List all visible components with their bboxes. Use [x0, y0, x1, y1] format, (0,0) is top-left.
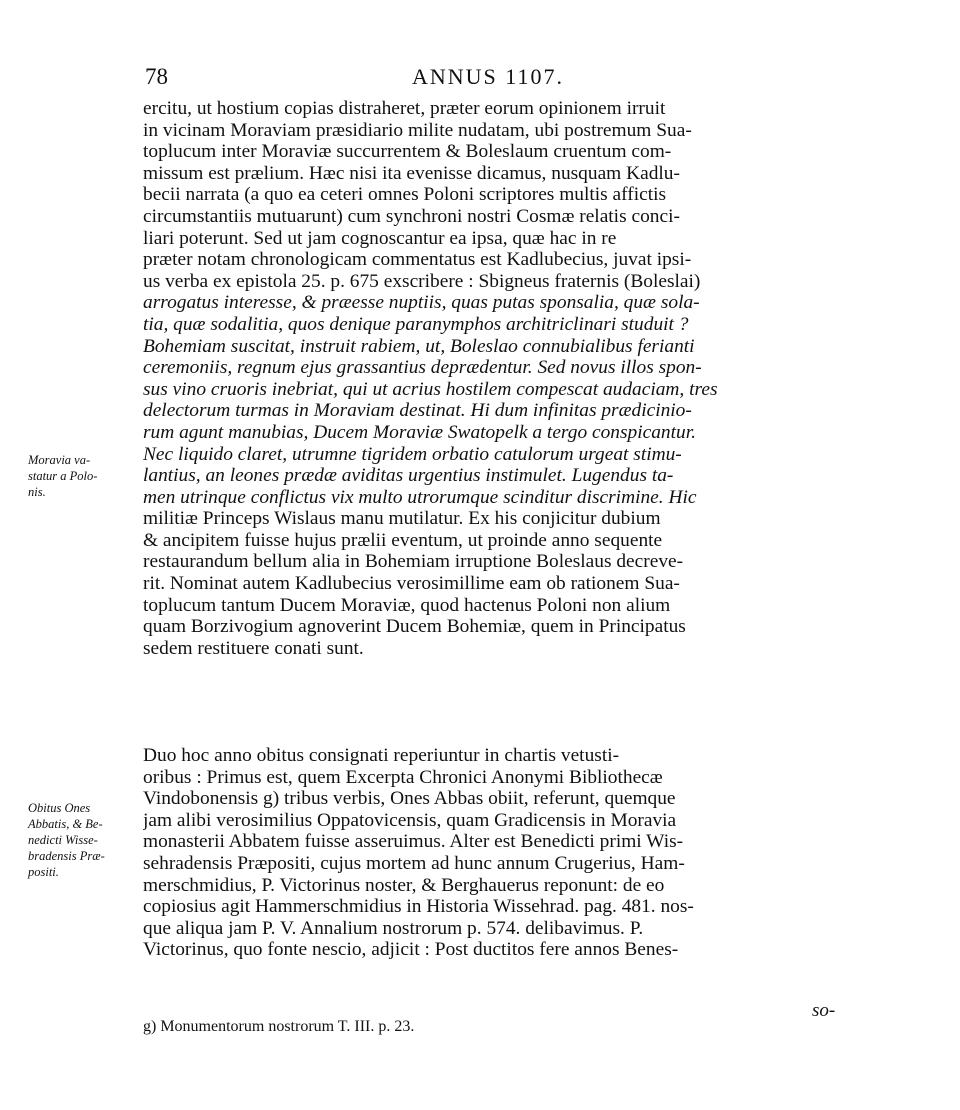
- text-line: us verba ex epistola 25. p. 675 exscribere : Sbigneus fraternis (Boleslai): [143, 270, 701, 292]
- text-line: Victorinus, quo fonte nescio, adjicit : Post ductitos fere annos Benes-: [143, 939, 679, 961]
- margin-note-line: nedicti Wisse-: [28, 833, 98, 847]
- text-line: delectorum turmas in Moraviam destinat. Hi dum infinitas prædicinio-: [143, 400, 692, 422]
- text-line: oribus : Primus est, quem Excerpta Chronici Anonymi Bibliothecæ: [143, 766, 663, 788]
- text-line: jam alibi verosimilius Oppatovicensis, quam Gradicensis in Moravia: [143, 809, 677, 831]
- text-line: rum agunt manubias, Ducem Moraviæ Swatopelk a tergo conspicantur.: [143, 421, 696, 443]
- margin-note-2: [28, 800, 148, 880]
- text-line: copiosius agit Hammerschmidius in Historia Wissehrad. pag. 481. nos-: [143, 896, 694, 918]
- text-line: circumstantiis mutuarunt) cum synchroni nostri Cosmæ relatis conci-: [143, 205, 680, 227]
- text-line: rit. Nominat autem Kadlubecius verosimillime eam ob rationem Sua-: [143, 573, 680, 595]
- text-line: Duo hoc anno obitus consignati reperiuntur in chartis vetusti-: [143, 745, 620, 766]
- catchword: so-: [812, 1000, 836, 1021]
- text-line: toplucum inter Moraviæ succurrentem & Boleslaum cruentum com-: [143, 141, 672, 163]
- margin-note-line: bradensis Præ-: [28, 849, 105, 863]
- margin-note-line: nis.: [28, 485, 46, 499]
- text-line: Bohemiam suscitat, instruit rabiem, ut, Boleslao connubialibus ferianti: [143, 335, 695, 357]
- paragraph-1: [143, 98, 843, 659]
- text-line: sedem restituere conati sunt.: [143, 637, 364, 659]
- text-line: ceremoniis, regnum ejus grassantius deprædentur. Sed novus illos spon-: [143, 357, 702, 379]
- text-line: merschmidius, P. Victorinus noster, & Berghauerus reponunt: de eo: [143, 874, 665, 896]
- text-line: becii narrata (a quo ea ceteri omnes Poloni scriptores multis affictis: [143, 184, 667, 206]
- margin-note-line: Moravia va-: [28, 453, 91, 467]
- margin-note-1: [28, 452, 148, 500]
- page-header: [0, 58, 960, 98]
- text-line: restaurandum bellum alia in Bohemiam irruptione Boleslaus decreve-: [143, 551, 684, 573]
- text-line: sehradensis Præpositi, cujus mortem ad hunc annum Crugerius, Ham-: [143, 852, 685, 874]
- text-line: in vicinam Moraviam præsidiario milite nudatam, ubi postremum Sua-: [143, 119, 692, 141]
- text-line: missum est prælium. Hæc nisi ita evenisse dicamus, nusquam Kadlu-: [143, 162, 680, 184]
- text-line: que aliqua jam P. V. Annalium nostrorum p. 574. delibavimus. P.: [143, 917, 644, 939]
- text-line: liari poterunt. Sed ut jam cognoscantur ea ipsa, quæ hac in re: [143, 227, 617, 249]
- margin-note-line: Obitus Ones: [28, 801, 91, 815]
- running-title: ANNUS 1107.: [412, 64, 564, 89]
- text-line: tia, quæ sodalitia, quos denique paranymphos architriclinari studuit ?: [143, 313, 689, 335]
- text-line: militiæ Princeps Wislaus manu mutilatur. Ex his conjicitur dubium: [143, 508, 661, 530]
- text-line: ercitu, ut hostium copias distraheret, præter eorum opinionem irruit: [143, 98, 666, 119]
- paragraph-2: [143, 745, 843, 961]
- text-line: Vindobonensis g) tribus verbis, Ones Abbas obiit, referunt, quemque: [143, 788, 676, 810]
- text-line: Nec liquido claret, utrumne tigridem orbatio catulorum urgeat stimu-: [143, 443, 682, 465]
- text-line: lantius, an leones prædæ aviditas urgentius instimulet. Lugendus ta-: [143, 465, 674, 487]
- text-line: quam Borzivogium agnoverint Ducem Bohemiæ, quem in Principatus: [143, 616, 686, 638]
- text-line: men utrinque conflictus vix multo utrorumque scinditur discrimine. Hic: [143, 486, 697, 508]
- margin-note-line: positi.: [28, 865, 59, 879]
- text-line: præter notam chronologicam commentatus est Kadlubecius, juvat ipsi-: [143, 249, 692, 271]
- margin-note-line: statur a Polo-: [28, 469, 98, 483]
- footnote: g) Monumentorum nostrorum T. III. p. 23.: [143, 1018, 415, 1035]
- text-line: toplucum tantum Ducem Moraviæ, quod hactenus Poloni non alium: [143, 594, 671, 616]
- text-line: & ancipitem fuisse hujus prælii eventum, ut proinde anno sequente: [143, 529, 663, 551]
- margin-note-line: Abbatis, & Be-: [28, 817, 103, 831]
- page-number: 78: [145, 64, 168, 89]
- text-line: arrogatus interesse, & præesse nuptiis, quas putas sponsalia, quæ sola-: [143, 292, 700, 314]
- text-line: sus vino cruoris inebriat, qui ut acrius hostilem compescat audaciam, tres: [143, 378, 718, 400]
- text-line: monasterii Abbatem fuisse asseruimus. Alter est Benedicti primi Wis-: [143, 831, 684, 853]
